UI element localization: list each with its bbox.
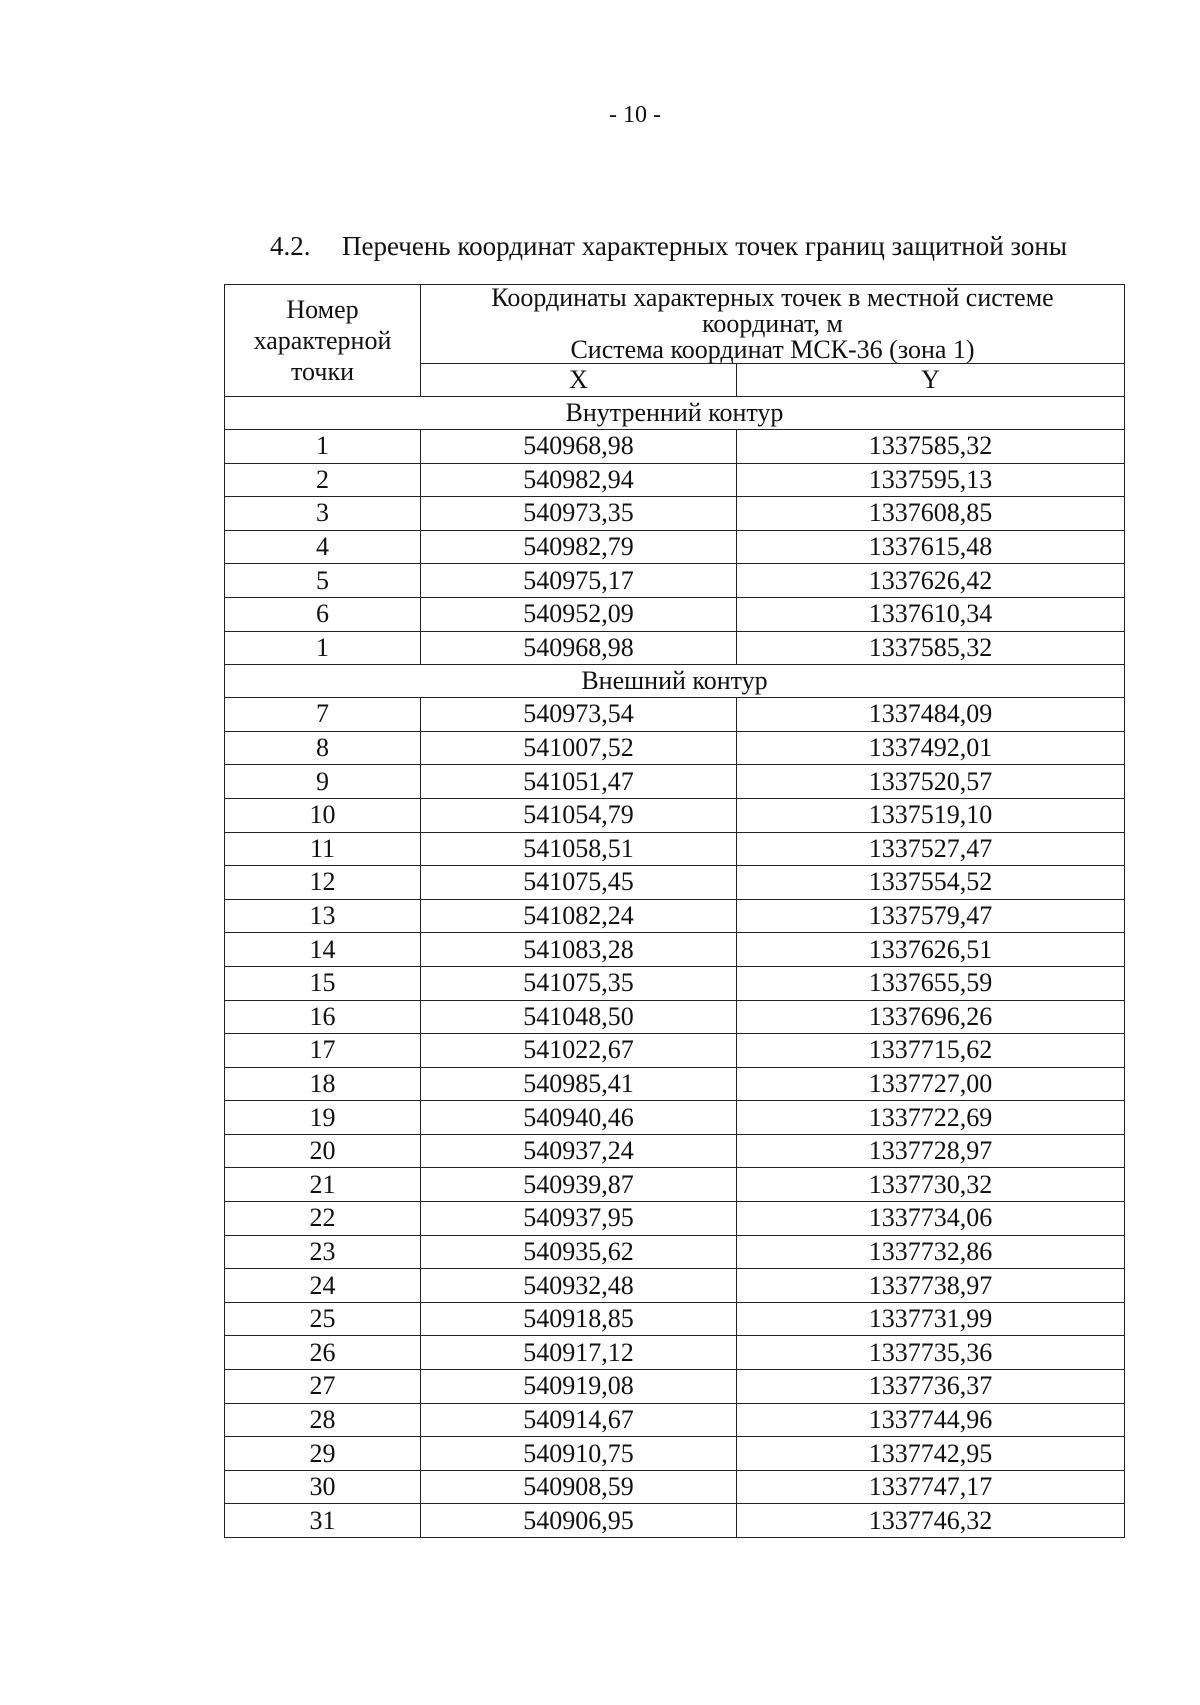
x-coordinate-cell: 540937,95 xyxy=(421,1202,737,1236)
y-coordinate-cell: 1337484,09 xyxy=(737,698,1125,732)
table-row xyxy=(225,698,1125,732)
x-coordinate-cell: 541007,52 xyxy=(421,731,737,765)
x-coordinate-cell: 540975,17 xyxy=(421,564,737,598)
point-number-cell: 7 xyxy=(225,698,421,732)
table-row xyxy=(225,1403,1125,1437)
y-coordinate-cell: 1337722,69 xyxy=(737,1101,1125,1135)
point-number-cell: 9 xyxy=(225,765,421,799)
table-row xyxy=(225,564,1125,598)
x-coordinate-cell: 540985,41 xyxy=(421,1067,737,1101)
table-row xyxy=(225,1437,1125,1471)
point-number-cell: 1 xyxy=(225,430,421,464)
table-row xyxy=(225,1202,1125,1236)
y-coordinate-cell: 1337527,47 xyxy=(737,832,1125,866)
header-y: Y xyxy=(737,364,1125,397)
point-number-cell: 14 xyxy=(225,933,421,967)
table-row xyxy=(225,1000,1125,1034)
y-coordinate-cell: 1337655,59 xyxy=(737,966,1125,1000)
table-row xyxy=(225,899,1125,933)
table-row xyxy=(225,731,1125,765)
point-number-cell: 1 xyxy=(225,631,421,665)
table-row xyxy=(225,430,1125,464)
point-number-cell: 20 xyxy=(225,1134,421,1168)
x-coordinate-cell: 540908,59 xyxy=(421,1470,737,1504)
y-coordinate-cell: 1337615,48 xyxy=(737,530,1125,564)
coordinates-table xyxy=(224,284,1125,1538)
point-number-cell: 11 xyxy=(225,832,421,866)
table-row xyxy=(225,631,1125,665)
point-number-cell: 15 xyxy=(225,966,421,1000)
table-row xyxy=(225,1168,1125,1202)
y-coordinate-cell: 1337626,51 xyxy=(737,933,1125,967)
point-number-cell: 31 xyxy=(225,1504,421,1538)
point-number-cell: 8 xyxy=(225,731,421,765)
y-coordinate-cell: 1337734,06 xyxy=(737,1202,1125,1236)
table-row xyxy=(225,1134,1125,1168)
point-number-cell: 29 xyxy=(225,1437,421,1471)
x-coordinate-cell: 541075,35 xyxy=(421,966,737,1000)
table-row xyxy=(225,463,1125,497)
header-x: X xyxy=(421,364,737,397)
x-coordinate-cell: 540973,35 xyxy=(421,497,737,531)
y-coordinate-cell: 1337738,97 xyxy=(737,1269,1125,1303)
table-row xyxy=(225,1504,1125,1538)
y-coordinate-cell: 1337747,17 xyxy=(737,1470,1125,1504)
header-coords-line3: Система координат МСК-36 (зона 1) xyxy=(570,335,975,364)
x-coordinate-cell: 541022,67 xyxy=(421,1034,737,1068)
y-coordinate-cell: 1337732,86 xyxy=(737,1235,1125,1269)
y-coordinate-cell: 1337554,52 xyxy=(737,866,1125,900)
y-coordinate-cell: 1337608,85 xyxy=(737,497,1125,531)
y-coordinate-cell: 1337579,47 xyxy=(737,899,1125,933)
y-coordinate-cell: 1337735,36 xyxy=(737,1336,1125,1370)
table-row xyxy=(225,1470,1125,1504)
x-coordinate-cell: 540968,98 xyxy=(421,631,737,665)
table-row xyxy=(225,1370,1125,1404)
contour-title: Внутренний контур xyxy=(225,397,1125,430)
point-number-cell: 2 xyxy=(225,463,421,497)
y-coordinate-cell: 1337728,97 xyxy=(737,1134,1125,1168)
table-row xyxy=(225,1067,1125,1101)
x-coordinate-cell: 540932,48 xyxy=(421,1269,737,1303)
point-number-cell: 24 xyxy=(225,1269,421,1303)
x-coordinate-cell: 540973,54 xyxy=(421,698,737,732)
table-row xyxy=(225,1101,1125,1135)
x-coordinate-cell: 540968,98 xyxy=(421,430,737,464)
point-number-cell: 10 xyxy=(225,798,421,832)
x-coordinate-cell: 540939,87 xyxy=(421,1168,737,1202)
y-coordinate-cell: 1337742,95 xyxy=(737,1437,1125,1471)
point-number-cell: 27 xyxy=(225,1370,421,1404)
x-coordinate-cell: 540918,85 xyxy=(421,1302,737,1336)
page-number: - 10 - xyxy=(609,102,661,128)
point-number-cell: 16 xyxy=(225,1000,421,1034)
x-coordinate-cell: 541051,47 xyxy=(421,765,737,799)
table-row xyxy=(225,597,1125,631)
point-number-cell: 21 xyxy=(225,1168,421,1202)
x-coordinate-cell: 541075,45 xyxy=(421,866,737,900)
table-row xyxy=(225,866,1125,900)
y-coordinate-cell: 1337744,96 xyxy=(737,1403,1125,1437)
point-number-cell: 30 xyxy=(225,1470,421,1504)
point-number-cell: 4 xyxy=(225,530,421,564)
y-coordinate-cell: 1337585,32 xyxy=(737,631,1125,665)
point-number-cell: 25 xyxy=(225,1302,421,1336)
table-row xyxy=(225,1034,1125,1068)
y-coordinate-cell: 1337736,37 xyxy=(737,1370,1125,1404)
section-number: 4.2. xyxy=(270,231,311,261)
x-coordinate-cell: 540919,08 xyxy=(421,1370,737,1404)
section-title: Перечень координат характерных точек границ защитной зоны xyxy=(342,231,1067,261)
y-coordinate-cell: 1337520,57 xyxy=(737,765,1125,799)
table-row xyxy=(225,497,1125,531)
table-row xyxy=(225,966,1125,1000)
x-coordinate-cell: 541054,79 xyxy=(421,798,737,832)
header-coords-line1: Координаты характерных точек в местной системе xyxy=(491,283,1054,312)
y-coordinate-cell: 1337626,42 xyxy=(737,564,1125,598)
x-coordinate-cell: 540940,46 xyxy=(421,1101,737,1135)
point-number-cell: 22 xyxy=(225,1202,421,1236)
x-coordinate-cell: 540982,94 xyxy=(421,463,737,497)
table-row xyxy=(225,832,1125,866)
x-coordinate-cell: 540914,67 xyxy=(421,1403,737,1437)
header-coordinates xyxy=(421,285,1125,364)
point-number-cell: 3 xyxy=(225,497,421,531)
x-coordinate-cell: 540910,75 xyxy=(421,1437,737,1471)
y-coordinate-cell: 1337731,99 xyxy=(737,1302,1125,1336)
table-row xyxy=(225,1269,1125,1303)
table-row xyxy=(225,1336,1125,1370)
y-coordinate-cell: 1337595,13 xyxy=(737,463,1125,497)
table-row xyxy=(225,798,1125,832)
x-coordinate-cell: 541058,51 xyxy=(421,832,737,866)
contour-title: Внешний контур xyxy=(225,665,1125,698)
x-coordinate-cell: 541082,24 xyxy=(421,899,737,933)
point-number-cell: 6 xyxy=(225,597,421,631)
point-number-cell: 13 xyxy=(225,899,421,933)
y-coordinate-cell: 1337730,32 xyxy=(737,1168,1125,1202)
y-coordinate-cell: 1337746,32 xyxy=(737,1504,1125,1538)
x-coordinate-cell: 540952,09 xyxy=(421,597,737,631)
table-row xyxy=(225,530,1125,564)
point-number-cell: 5 xyxy=(225,564,421,598)
y-coordinate-cell: 1337492,01 xyxy=(737,731,1125,765)
x-coordinate-cell: 540906,95 xyxy=(421,1504,737,1538)
point-number-cell: 17 xyxy=(225,1034,421,1068)
point-number-cell: 28 xyxy=(225,1403,421,1437)
point-number-cell: 19 xyxy=(225,1101,421,1135)
y-coordinate-cell: 1337696,26 xyxy=(737,1000,1125,1034)
table-row xyxy=(225,1235,1125,1269)
header-point-number: Номер характерной точки xyxy=(225,285,421,397)
x-coordinate-cell: 540937,24 xyxy=(421,1134,737,1168)
section-heading xyxy=(270,229,1067,263)
x-coordinate-cell: 540982,79 xyxy=(421,530,737,564)
x-coordinate-cell: 540917,12 xyxy=(421,1336,737,1370)
y-coordinate-cell: 1337727,00 xyxy=(737,1067,1125,1101)
point-number-cell: 18 xyxy=(225,1067,421,1101)
table-row xyxy=(225,765,1125,799)
point-number-cell: 23 xyxy=(225,1235,421,1269)
x-coordinate-cell: 540935,62 xyxy=(421,1235,737,1269)
header-coords-line2: координат, м xyxy=(702,309,843,338)
y-coordinate-cell: 1337519,10 xyxy=(737,798,1125,832)
y-coordinate-cell: 1337610,34 xyxy=(737,597,1125,631)
point-number-cell: 12 xyxy=(225,866,421,900)
point-number-cell: 26 xyxy=(225,1336,421,1370)
y-coordinate-cell: 1337585,32 xyxy=(737,430,1125,464)
x-coordinate-cell: 541083,28 xyxy=(421,933,737,967)
table-row xyxy=(225,933,1125,967)
y-coordinate-cell: 1337715,62 xyxy=(737,1034,1125,1068)
table-row xyxy=(225,1302,1125,1336)
x-coordinate-cell: 541048,50 xyxy=(421,1000,737,1034)
